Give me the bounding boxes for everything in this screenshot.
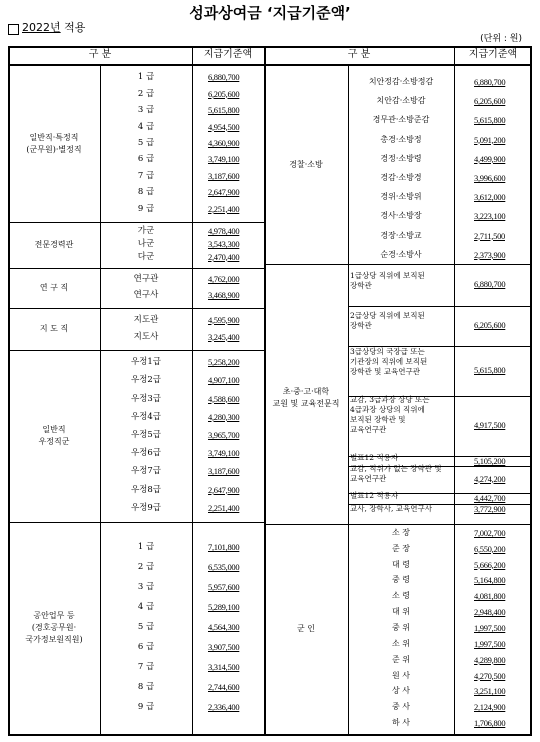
amount-value: 2,124,900 bbox=[474, 702, 506, 713]
amount-value: 1,706,800 bbox=[474, 718, 506, 729]
amount-value: 3,749,100 bbox=[208, 448, 240, 459]
amount-value: 2,744,600 bbox=[208, 682, 240, 692]
amount-value: 7,101,800 bbox=[208, 542, 240, 552]
military-rank: 중 위 bbox=[392, 623, 410, 632]
checkbox-icon bbox=[8, 24, 19, 35]
header-right-gubun: 구 분 bbox=[347, 49, 371, 60]
grade-label: 7 급 bbox=[137, 170, 155, 181]
amount-value: 2,336,400 bbox=[208, 702, 240, 712]
category-guidance: 지 도 직 bbox=[39, 324, 69, 333]
amount-value: 4,595,900 bbox=[208, 314, 240, 325]
grade-label: 9 급 bbox=[137, 702, 155, 712]
amount-value: 4,360,900 bbox=[208, 138, 240, 148]
police-rank: 치안감·소방감 bbox=[376, 96, 426, 106]
amount-value: 3,245,400 bbox=[208, 331, 240, 342]
amount-value: 3,996,600 bbox=[474, 173, 506, 183]
amount-value: 3,187,600 bbox=[208, 170, 240, 181]
amount-value: 1,997,500 bbox=[474, 638, 506, 649]
grade-label: 우정9급 bbox=[130, 502, 162, 513]
military-rank: 대 령 bbox=[392, 559, 410, 569]
header-left-amount: 지급기준액 bbox=[203, 49, 253, 60]
grade-label: 9 급 bbox=[137, 203, 155, 214]
amount-value: 5,957,600 bbox=[208, 582, 240, 592]
grade-label: 지도사 bbox=[133, 331, 159, 342]
amount-value: 3,749,100 bbox=[208, 154, 240, 165]
grade-label: 우정5급 bbox=[130, 430, 162, 440]
military-rank: 중 령 bbox=[392, 575, 410, 585]
amount-value: 6,535,000 bbox=[208, 562, 240, 572]
grade-label: 우정6급 bbox=[130, 448, 162, 459]
section-divider bbox=[8, 222, 264, 223]
military-rank: 하 사 bbox=[392, 718, 410, 728]
category-police: 경찰·소방 bbox=[289, 160, 323, 169]
education-criteria: 2급상당 직위에 보직된 장학관 bbox=[350, 311, 425, 331]
category-research: 연 구 직 bbox=[39, 283, 69, 292]
education-criteria: 별표12 적용자 bbox=[350, 491, 399, 500]
amount-value: 5,105,200 bbox=[474, 456, 506, 466]
grade-label: 5 급 bbox=[137, 622, 155, 632]
military-rank: 상 사 bbox=[392, 686, 410, 696]
section-divider bbox=[8, 522, 264, 523]
year-text: 2022년 bbox=[22, 21, 61, 34]
grade-label: 우정7급 bbox=[130, 466, 162, 477]
amount-value: 3,965,700 bbox=[208, 430, 240, 440]
grade-label: 우정3급 bbox=[130, 393, 162, 404]
amount-value: 4,954,500 bbox=[208, 121, 240, 132]
category-divider bbox=[100, 268, 101, 308]
grade-label: 지도관 bbox=[133, 314, 159, 325]
amount-value: 5,666,200 bbox=[474, 559, 506, 570]
grade-label: 3 급 bbox=[137, 582, 155, 592]
grade-label: 4 급 bbox=[137, 121, 155, 132]
military-rank: 소 위 bbox=[392, 638, 410, 648]
police-rank: 경정·소방령 bbox=[380, 153, 422, 163]
column-divider bbox=[454, 46, 455, 736]
applied-year bbox=[22, 22, 85, 33]
amount-value: 3,772,900 bbox=[474, 504, 506, 514]
amount-value: 5,615,800 bbox=[208, 105, 240, 116]
amount-value: 2,948,400 bbox=[474, 607, 506, 618]
page-title: 성과상여금 ‘지급기준액’ bbox=[189, 4, 351, 22]
amount-value: 3,314,500 bbox=[208, 662, 240, 672]
amount-value: 3,612,000 bbox=[474, 192, 506, 203]
amount-value: 7,002,700 bbox=[474, 527, 506, 538]
education-criteria: 3급상당의 국장급 또는 기관장의 직위에 보직된 장학관 및 교육연구관 bbox=[350, 347, 428, 377]
grade-label: 다군 bbox=[137, 251, 155, 262]
amount-value: 5,615,800 bbox=[474, 115, 506, 126]
unit-label: (단위 : 원) bbox=[480, 34, 522, 44]
amount-value: 4,270,500 bbox=[474, 670, 506, 681]
amount-value: 4,762,000 bbox=[208, 274, 240, 284]
section-divider bbox=[8, 308, 264, 309]
grade-label: 우정2급 bbox=[130, 375, 162, 386]
grade-label: 2 급 bbox=[137, 562, 155, 572]
header-right-amount: 지급기준액 bbox=[468, 49, 518, 60]
grade-label: 4 급 bbox=[137, 602, 155, 612]
grade-label: 2 급 bbox=[137, 88, 155, 99]
amount-value: 2,251,400 bbox=[208, 502, 240, 513]
amount-value: 2,647,900 bbox=[208, 187, 240, 198]
amount-value: 6,880,700 bbox=[208, 72, 240, 83]
amount-value: 4,274,200 bbox=[474, 473, 506, 484]
category-divider bbox=[100, 308, 101, 350]
category-divider bbox=[348, 66, 349, 734]
amount-value: 4,978,400 bbox=[208, 226, 240, 237]
category-general: 일반직·특정직 (군무원)·별정직 bbox=[26, 133, 82, 154]
amount-value: 3,223,100 bbox=[474, 211, 506, 222]
amount-value: 5,615,800 bbox=[474, 365, 506, 375]
year-suffix: 적용 bbox=[60, 21, 86, 34]
military-rank: 중 사 bbox=[392, 702, 410, 712]
police-rank: 순경·소방사 bbox=[380, 249, 422, 259]
military-rank: 준 장 bbox=[392, 543, 410, 553]
category-public_security: 공안업무 등 (경호공무원· 국가정보원직원) bbox=[25, 611, 83, 644]
amount-value: 5,091,200 bbox=[474, 134, 506, 145]
amount-value: 5,164,800 bbox=[474, 575, 506, 586]
grade-label: 8 급 bbox=[137, 187, 155, 198]
amount-value: 2,373,900 bbox=[474, 249, 506, 260]
grade-label: 1 급 bbox=[137, 542, 155, 552]
education-criteria: 별표12 적용자 bbox=[350, 453, 399, 462]
grade-label: 우정4급 bbox=[130, 411, 162, 422]
column-divider bbox=[192, 46, 193, 736]
amount-value: 3,543,300 bbox=[208, 239, 240, 249]
amount-value: 3,907,500 bbox=[208, 642, 240, 652]
grade-label: 1 급 bbox=[137, 72, 155, 83]
header-left-gubun: 구 분 bbox=[88, 49, 112, 60]
amount-value: 5,258,200 bbox=[208, 357, 240, 368]
police-rank: 경위·소방위 bbox=[380, 192, 422, 202]
amount-value: 4,917,500 bbox=[474, 420, 506, 430]
amount-value: 6,880,700 bbox=[474, 77, 506, 87]
military-rank: 준 위 bbox=[392, 654, 410, 664]
section-divider bbox=[264, 524, 532, 525]
police-rank: 경무관·소방준감 bbox=[372, 115, 430, 125]
section-divider bbox=[8, 268, 264, 269]
grade-label: 나군 bbox=[137, 239, 155, 249]
category-military: 군 인 bbox=[297, 624, 315, 633]
military-rank: 대 위 bbox=[392, 607, 410, 617]
amount-value: 4,588,600 bbox=[208, 393, 240, 404]
education-criteria: 1급상당 직위에 보직된 장학관 bbox=[350, 271, 425, 291]
amount-value: 4,081,800 bbox=[474, 591, 506, 602]
police-rank: 총경·소방정 bbox=[380, 134, 422, 144]
table-right-border bbox=[530, 46, 532, 736]
amount-value: 1,997,500 bbox=[474, 623, 506, 633]
police-rank: 경감·소방경 bbox=[380, 173, 422, 182]
amount-value: 4,289,800 bbox=[474, 654, 506, 665]
education-criteria: 교감, 직위가 없는 장학관 및 교육연구관 bbox=[350, 464, 442, 484]
amount-value: 3,251,100 bbox=[474, 686, 506, 697]
row-divider bbox=[348, 306, 532, 307]
grade-label: 7 급 bbox=[137, 662, 155, 672]
grade-label: 3 급 bbox=[137, 105, 155, 116]
military-rank: 소 령 bbox=[392, 591, 410, 601]
amount-value: 2,711,500 bbox=[474, 230, 505, 241]
grade-label: 6 급 bbox=[137, 642, 155, 652]
grade-label: 우정1급 bbox=[130, 357, 162, 368]
amount-value: 4,499,900 bbox=[474, 153, 506, 164]
police-rank: 경장·소방교 bbox=[380, 230, 422, 240]
grade-label: 8 급 bbox=[137, 682, 155, 692]
category-education: 초·중·고·대학 교원 및 교육전문직 bbox=[272, 387, 340, 408]
grade-label: 6 급 bbox=[137, 154, 155, 165]
amount-value: 6,880,700 bbox=[474, 279, 506, 289]
military-rank: 소 장 bbox=[392, 527, 410, 537]
amount-value: 6,205,600 bbox=[208, 88, 240, 99]
grade-label: 연구사 bbox=[133, 290, 159, 300]
amount-value: 6,205,600 bbox=[474, 96, 506, 107]
police-rank: 경사·소방장 bbox=[380, 211, 422, 221]
amount-value: 4,280,300 bbox=[208, 411, 240, 422]
amount-value: 5,289,100 bbox=[208, 602, 240, 612]
grade-label: 연구관 bbox=[133, 274, 159, 284]
grade-label: 5 급 bbox=[137, 138, 155, 148]
amount-value: 4,564,300 bbox=[208, 622, 240, 632]
amount-value: 6,550,200 bbox=[474, 543, 506, 554]
section-divider bbox=[264, 264, 532, 265]
grade-label: 가군 bbox=[137, 226, 155, 237]
category-expert: 전문경력관 bbox=[34, 240, 74, 249]
military-rank: 원 사 bbox=[392, 670, 410, 680]
police-rank: 치안정감·소방정감 bbox=[368, 77, 434, 86]
payment-standard-table bbox=[8, 46, 532, 736]
amount-value: 4,907,100 bbox=[208, 375, 240, 386]
section-divider bbox=[8, 350, 264, 351]
amount-value: 4,442,700 bbox=[474, 493, 506, 503]
grade-label: 우정8급 bbox=[130, 484, 162, 495]
amount-value: 2,470,400 bbox=[208, 251, 240, 262]
category-postal: 일반직 우정직군 bbox=[38, 425, 70, 446]
amount-value: 2,647,900 bbox=[208, 484, 240, 495]
amount-value: 3,187,600 bbox=[208, 466, 240, 477]
amount-value: 2,251,400 bbox=[208, 203, 240, 214]
education-criteria: 교감, 3급과장 상당 또는 4급과장 상당의 직위에 보직된 장학관 및 교육연구관 bbox=[350, 395, 430, 435]
education-criteria: 교사, 장학사, 교육연구사 bbox=[350, 504, 432, 513]
amount-value: 3,468,900 bbox=[208, 290, 240, 300]
amount-value: 6,205,600 bbox=[474, 320, 506, 330]
